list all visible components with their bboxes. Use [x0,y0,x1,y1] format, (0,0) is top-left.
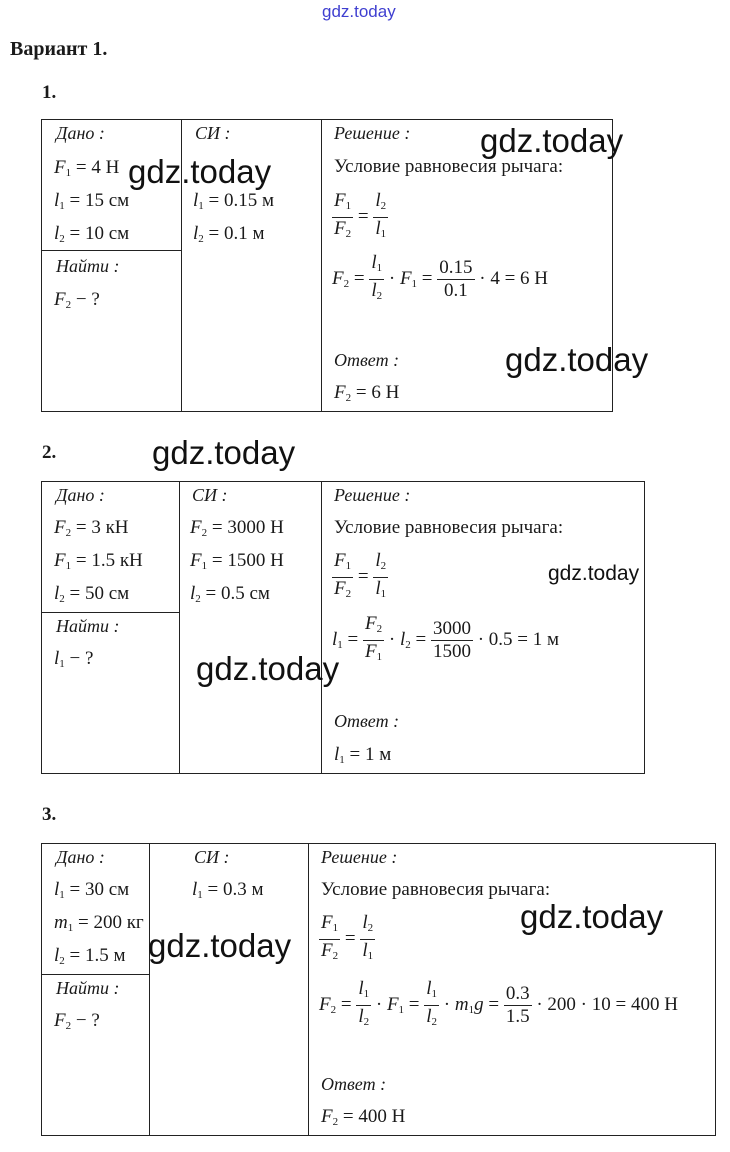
condition-text: Условие равновесия рычага: [334,517,564,538]
calculation-formula: $F_2$ = $\frac{l_1}{l_2}$ · $F_1$ = $\frac{l_1}{l_2}$ · $m_1g$ = $\frac{0.3}{1.5}$ · 200 · 10 = 400 Н [319,978,678,1028]
given-header: Дано : [56,847,105,867]
si-row: $l_2 = 0.1$ м [193,223,265,245]
given-row: $F_1 = 4$ Н [54,157,120,179]
given-row: $l_2 = 1.5$ м [54,945,126,967]
watermark: gdz.today [480,122,624,159]
condition-text: Условие равновесия рычага: [334,156,564,177]
si-row: $l_2 = 0.5$ см [190,583,270,605]
si-header: СИ : [194,847,230,867]
answer-value: $F_2 = 6$ Н [334,382,400,404]
equilibrium-formula: $\frac{F_1}{F_2}$ = $\frac{l_2}{l_1}$ [321,912,374,962]
watermark: gdz.today [520,898,664,935]
calculation-formula: $F_2$ = $\frac{l_1}{l_2}$ · $F_1$ = $\frac{0.15}{0.1}$ · 4 = 6 Н [332,252,549,302]
given-row: $m_1 = 200$ кг [54,912,144,934]
given-row: $l_1 = 15$ см [54,190,130,212]
si-header: СИ : [195,123,231,143]
watermark: gdz.today [505,341,649,378]
solution-header: Решение : [334,123,411,143]
equilibrium-formula: $\frac{F_1}{F_2}$ = $\frac{l_2}{l_1}$ [334,550,387,600]
given-row: $l_2 = 10$ см [54,223,130,245]
find-value: $F_2$ − ? [54,1010,100,1032]
answer-value: $l_1 = 1$ м [334,744,392,766]
find-value: $F_2$ − ? [54,289,100,311]
watermark: gdz.today [548,562,640,585]
si-row: $l_1 = 0.3$ м [192,879,264,901]
equilibrium-formula: $\frac{F_1}{F_2}$ = $\frac{l_2}{l_1}$ [334,190,387,240]
problem-2-table [41,481,645,774]
si-row: $F_2 = 3000$ Н [190,517,284,539]
find-header: Найти : [56,978,120,998]
problem-number: 1. [42,82,57,103]
watermark: gdz.today [128,153,272,190]
condition-text: Условие равновесия рычага: [321,879,551,900]
calculation-formula: $l_1$ = $\frac{F_2}{F_1}$ · $l_2$ = $\frac{3000}{1500}$ · 0.5 = 1 м [332,613,560,663]
si-row: $F_1 = 1500$ Н [190,550,284,572]
answer-header: Ответ : [334,350,400,370]
site-logo-link[interactable]: gdz.today [322,2,396,21]
given-row: $l_2 = 50$ см [54,583,130,605]
problem-number: 3. [42,804,57,825]
find-header: Найти : [56,256,120,276]
answer-value: $F_2 = 400$ Н [321,1106,406,1128]
find-value: $l_1$ − ? [54,648,94,670]
find-header: Найти : [56,616,120,636]
given-row: $l_1 = 30$ см [54,879,130,901]
given-header: Дано : [56,123,105,143]
given-row: $F_1 = 1.5$ кН [54,550,143,572]
problem-number: 2. [42,442,57,463]
solution-header: Решение : [321,847,398,867]
answer-header: Ответ : [321,1074,387,1094]
variant-title: Вариант 1. [10,38,108,60]
si-row: $l_1 = 0.15$ м [193,190,275,212]
answer-header: Ответ : [334,711,400,731]
watermark: gdz.today [152,434,296,471]
watermark: gdz.today [148,927,292,964]
problem-1-table [41,119,613,412]
solution-header: Решение : [334,485,411,505]
problem-3-table [41,843,716,1136]
given-header: Дано : [56,485,105,505]
given-row: $F_2 = 3$ кН [54,517,129,539]
si-header: СИ : [192,485,228,505]
watermark: gdz.today [196,650,340,687]
